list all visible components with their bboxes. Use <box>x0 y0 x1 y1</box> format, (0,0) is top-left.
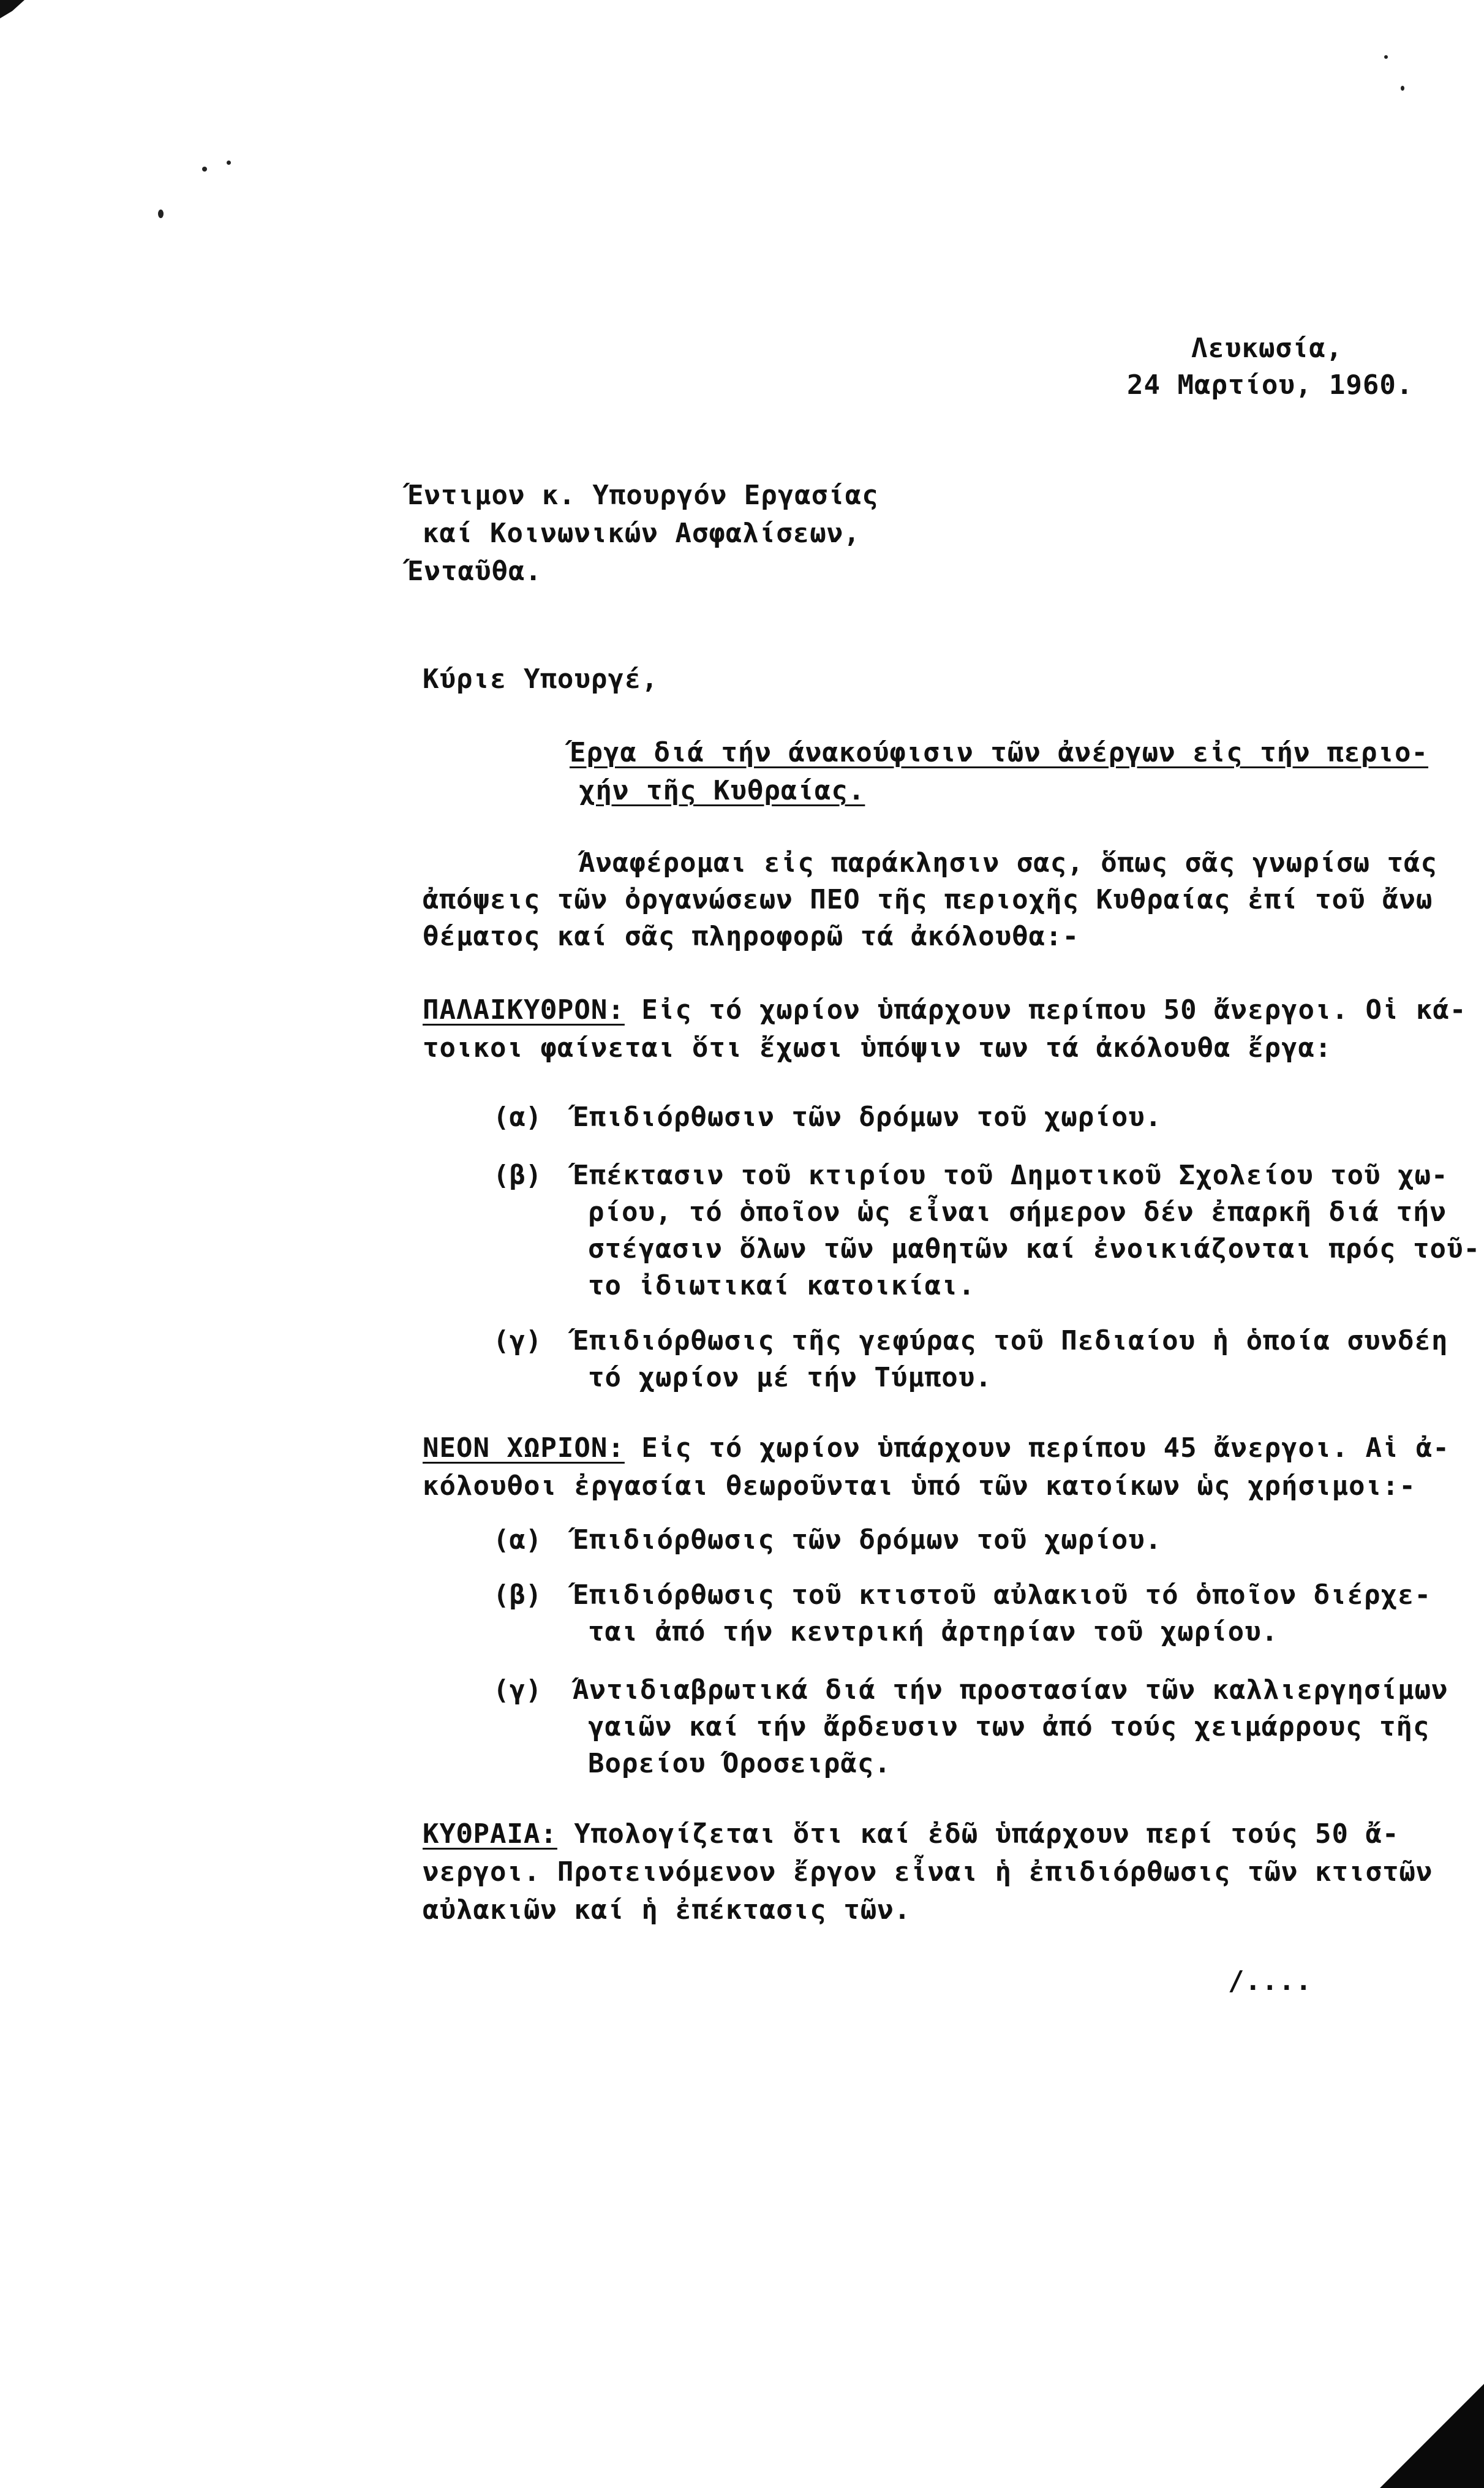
section-neon-chorion-line-1 <box>423 1431 1450 1466</box>
item-label: (γ) <box>493 1674 542 1706</box>
item-line: ται ἀπό τήν κεντρική ἀρτηρίαν τοῦ χωρίου. <box>588 1616 1279 1647</box>
item-line: Έπιδιόρθωσις τοῦ κτιστοῦ αὐλακιοῦ τό ὁποῖον διέρχε- <box>573 1579 1432 1611</box>
item-label: (β) <box>493 1160 542 1191</box>
top-left-corner-mark <box>0 0 37 25</box>
scan-speck <box>1384 55 1388 59</box>
recipient-line-3: Ένταῦθα. <box>407 556 542 587</box>
section-text: Υπολογίζεται ὅτι καί ἐδῶ ὑπάρχουν περί τούς 50 ἄ- <box>557 1818 1399 1850</box>
item-line: στέγασιν ὅλων τῶν μαθητῶν καί ἐνοικιάζονται πρός τοῦ- <box>588 1233 1480 1265</box>
salutation: Κύριε Υπουργέ, <box>423 664 658 695</box>
scan-speck <box>1401 86 1404 91</box>
item-label: (γ) <box>493 1325 542 1356</box>
section-kythraia-line-3: αὐλακιῶν καί ἡ ἐπέκτασις τῶν. <box>423 1894 911 1926</box>
scan-speck <box>158 210 164 218</box>
section-heading: ΠΑΛΑΙΚΥΘΡΟΝ: <box>423 994 625 1026</box>
section-kythraia-line-1 <box>423 1817 1399 1852</box>
section-text: Εἰς τό χωρίον ὑπάρχουν περίπου 45 ἄνεργοι. Αἱ ἀ- <box>624 1432 1450 1464</box>
item-line: ρίου, τό ὁποῖον ὡς εἶναι σήμερον δέν ἐπαρκῆ διά τήν <box>588 1197 1447 1228</box>
item-line: τό χωρίον μέ τήν Τύμπου. <box>588 1362 992 1393</box>
item-line: Έπιδιόρθωσιν τῶν δρόμων τοῦ χωρίου. <box>573 1102 1162 1133</box>
subject-line-2: χήν τῆς Κυθραίας. <box>579 775 865 806</box>
item-label: (β) <box>493 1579 542 1611</box>
section-palaikythron-line-2: τοικοι φαίνεται ὅτι ἔχωσι ὑπόψιν των τά ἀκόλουθα ἔργα: <box>423 1032 1332 1064</box>
item-line: Βορείου Όροσειρᾶς. <box>588 1748 891 1779</box>
recipient-line-1: Έντιμον κ. Υπουργόν Εργασίας <box>407 480 879 511</box>
date-line: 24 Μαρτίου, 1960. <box>1127 369 1414 401</box>
item-line: Έπέκτασιν τοῦ κτιρίου τοῦ Δημοτικοῦ Σχολείου τοῦ χω- <box>573 1160 1448 1191</box>
item-line: το ἰδιωτικαί κατοικίαι. <box>588 1270 976 1301</box>
scan-speck <box>202 167 207 172</box>
intro-line-2: ἀπόψεις τῶν ὀργανώσεων ΠΕΟ τῆς περιοχῆς Κυθραίας ἐπί τοῦ ἄνω <box>423 884 1433 915</box>
subject-line-1: Έργα διά τήν άνακούφισιν τῶν ἀνέργων εἰς τήν περιο- <box>570 737 1429 768</box>
section-heading: ΚΥΘΡΑΙΑ: <box>423 1818 557 1850</box>
section-text: Εἰς τό χωρίον ὑπάρχουν περίπου 50 ἄνεργοι. Οἱ κά- <box>624 994 1467 1026</box>
intro-line-1: Άναφέρομαι εἰς παράκλησιν σας, ὅπως σᾶς γνωρίσω τάς <box>579 847 1438 879</box>
intro-line-3: θέματος καί σᾶς πληροφορῶ τά ἀκόλουθα:- <box>423 921 1080 952</box>
section-kythraia-line-2: νεργοι. Προτεινόμενον ἔργον εἶναι ἡ ἐπιδιόρθωσις τῶν κτιστῶν <box>423 1856 1433 1888</box>
section-palaikythron-line-1 <box>423 993 1466 1028</box>
bottom-right-corner-mark <box>1380 2384 1484 2488</box>
item-line: Έπιδιόρθωσις τῆς γεφύρας τοῦ Πεδιαίου ἡ ὁποία συνδέη <box>573 1325 1448 1356</box>
item-line: Έπιδιόρθωσις τῶν δρόμων τοῦ χωρίου. <box>573 1524 1162 1556</box>
section-heading: ΝΕΟΝ ΧΩΡΙΟΝ: <box>423 1432 625 1464</box>
item-label: (α) <box>493 1102 542 1133</box>
continuation-mark: /.... <box>1228 1965 1313 1997</box>
item-label: (α) <box>493 1524 542 1556</box>
recipient-line-2: καί Κοινωνικών Ασφαλίσεων, <box>423 518 861 549</box>
scan-speck <box>227 161 231 165</box>
place-line: Λευκωσία, <box>1191 333 1343 364</box>
section-neon-chorion-line-2: κόλουθοι ἐργασίαι θεωροῦνται ὑπό τῶν κατοίκων ὡς χρήσιμοι:- <box>423 1470 1416 1502</box>
item-line: γαιῶν καί τήν ἄρδευσιν των ἀπό τούς χειμάρρους τῆς <box>588 1711 1430 1742</box>
item-line: Άντιδιαβρωτικά διά τήν προστασίαν τῶν καλλιεργησίμων <box>573 1674 1448 1706</box>
